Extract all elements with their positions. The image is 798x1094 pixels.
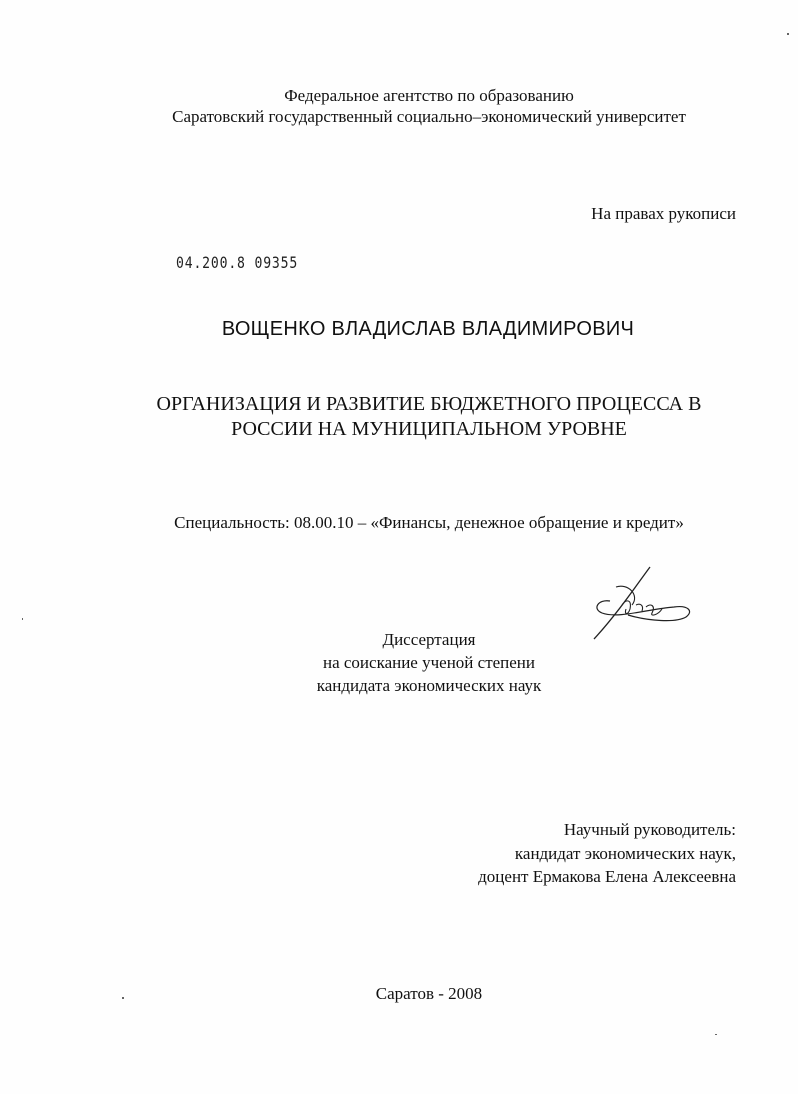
university-name: Саратовский государственный социально–экономический университет (172, 107, 686, 126)
specialty-line: Специальность: 08.00.10 – «Финансы, денежное обращение и кредит» (174, 513, 684, 532)
scan-speck (787, 33, 789, 35)
degree-name: кандидата экономических наук (316, 676, 542, 695)
registration-stamp: 04.200.8 09355 (176, 253, 299, 272)
supervisor-heading: Научный руководитель: (563, 820, 736, 839)
dissertation-title-line-1: ОРГАНИЗАЦИЯ И РАЗВИТИЕ БЮДЖЕТНОГО ПРОЦЕССА В (156, 393, 702, 415)
scan-speck (122, 997, 124, 999)
dissertation-title-line-2: РОССИИ НА МУНИЦИПАЛЬНОМ УРОВНЕ (231, 418, 627, 440)
scan-speck (22, 618, 23, 620)
scan-speck (715, 1034, 717, 1035)
place-and-year: Саратов - 2008 (375, 984, 483, 1003)
supervisor-degree: кандидат экономических наук, (514, 844, 736, 863)
manuscript-rights-note: На правах рукописи (591, 204, 736, 223)
author-name: ВОЩЕНКО ВЛАДИСЛАВ ВЛАДИМИРОВИЧ (221, 318, 635, 340)
supervisor-name: доцент Ермакова Елена Алексеевна (478, 867, 736, 886)
agency-name: Федеральное агентство по образованию (284, 86, 574, 105)
degree-purpose: на соискание ученой степени (322, 653, 536, 672)
document-type: Диссертация (382, 630, 476, 649)
